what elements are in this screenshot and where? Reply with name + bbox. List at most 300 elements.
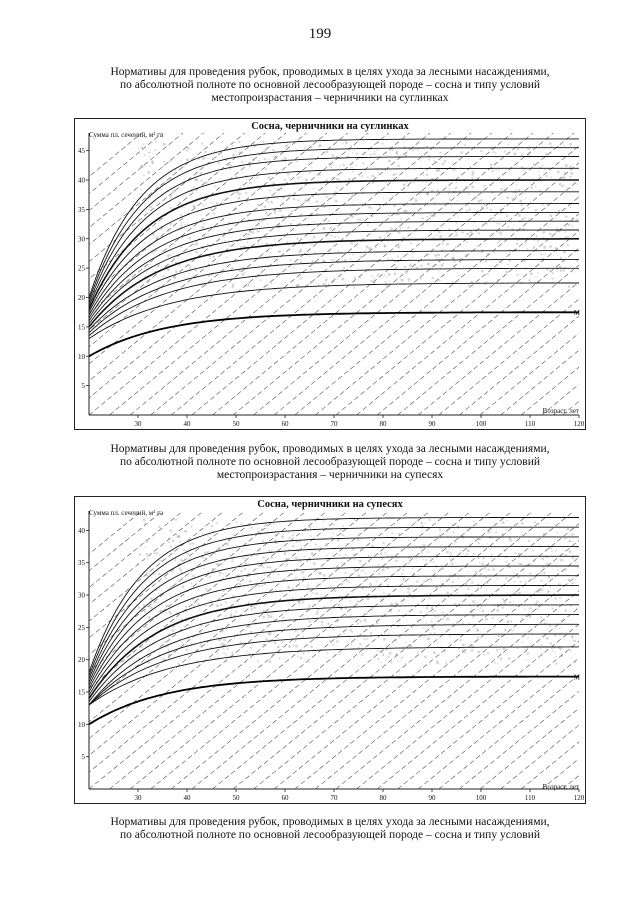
speckle [388, 237, 390, 239]
speckle [444, 650, 446, 652]
speckle [147, 558, 149, 560]
speckle [287, 143, 288, 144]
speckle [392, 196, 394, 198]
speckle [542, 567, 544, 569]
speckle [146, 553, 149, 556]
speckle [498, 260, 501, 263]
speckle [333, 605, 335, 607]
speckle [373, 282, 375, 284]
speckle [356, 152, 358, 154]
speckle [216, 559, 217, 560]
speckle [274, 239, 275, 240]
speckle [549, 233, 552, 236]
speckle [476, 628, 479, 631]
speckle [545, 153, 548, 156]
speckle [565, 215, 568, 218]
speckle [384, 633, 386, 635]
guide-line [398, 497, 585, 789]
speckle [499, 649, 500, 650]
speckle [402, 237, 404, 239]
speckle [569, 206, 571, 208]
speckle [229, 164, 232, 167]
speckle [185, 644, 187, 646]
speckle [481, 270, 484, 273]
speckle [361, 177, 362, 178]
speckle [563, 269, 565, 271]
speckle [421, 547, 423, 549]
speckle [565, 231, 567, 233]
speckle [401, 575, 402, 576]
speckle [382, 569, 385, 572]
speckle [307, 584, 309, 586]
speckle [205, 604, 207, 606]
speckle [399, 227, 401, 229]
speckle [231, 269, 232, 270]
speckle [309, 172, 311, 174]
speckle [202, 204, 204, 206]
speckle [456, 621, 459, 624]
speckle [385, 287, 387, 289]
speckle [237, 223, 239, 225]
speckle [378, 572, 380, 574]
speckle [210, 537, 212, 539]
guide-line [357, 119, 585, 415]
speckle [466, 630, 468, 632]
speckle [436, 661, 439, 664]
speckle [313, 239, 314, 240]
speckle [389, 280, 390, 281]
speckle [377, 275, 379, 277]
speckle [480, 573, 482, 575]
speckle [426, 146, 427, 147]
speckle [226, 543, 229, 546]
speckle [469, 234, 470, 235]
speckle [452, 581, 454, 583]
speckle [526, 248, 528, 250]
speckle [266, 238, 268, 240]
speckle [467, 550, 470, 553]
speckle [560, 648, 562, 650]
speckle [195, 179, 198, 182]
speckle [316, 613, 318, 615]
speckle [420, 611, 422, 613]
speckle [336, 178, 338, 180]
speckle [401, 573, 403, 575]
speckle [353, 554, 355, 556]
speckle [530, 254, 531, 255]
guide-line [501, 497, 585, 789]
speckle [304, 556, 306, 558]
speckle [515, 195, 517, 197]
speckle [313, 208, 314, 209]
speckle [395, 144, 396, 145]
speckle [408, 562, 410, 564]
speckle [290, 259, 292, 261]
speckle [260, 280, 262, 282]
speckle [538, 171, 539, 172]
speckle [146, 575, 148, 577]
speckle [489, 574, 490, 575]
speckle [522, 642, 524, 644]
speckle [148, 156, 150, 158]
speckle [464, 144, 466, 146]
speckle [447, 618, 450, 621]
speckle [342, 525, 344, 527]
speckle [292, 220, 294, 222]
speckle [317, 189, 318, 190]
speckle [281, 535, 284, 538]
speckle [329, 227, 332, 230]
speckle [332, 259, 334, 261]
speckle [216, 202, 219, 205]
speckle [505, 270, 508, 273]
speckle [199, 609, 201, 611]
speckle [267, 614, 270, 617]
speckle [526, 648, 528, 650]
speckle [169, 161, 171, 163]
speckle [267, 201, 269, 203]
speckle [233, 534, 235, 536]
speckle [549, 547, 552, 550]
speckle [325, 196, 327, 198]
speckle [546, 175, 548, 177]
speckle [316, 200, 319, 203]
speckle [144, 522, 146, 524]
speckle [250, 647, 252, 649]
speckle [415, 199, 418, 202]
speckle [475, 196, 478, 199]
speckle [409, 259, 410, 260]
speckle [555, 230, 557, 232]
speckle [426, 216, 427, 217]
speckle [257, 204, 260, 207]
speckle [241, 161, 243, 163]
speckle [181, 238, 182, 239]
growth-curve [89, 615, 579, 706]
speckle [200, 631, 202, 633]
speckle [332, 532, 334, 534]
speckle [495, 523, 497, 525]
speckle [395, 589, 397, 591]
speckle [429, 519, 431, 521]
speckle [454, 523, 456, 525]
speckle [537, 240, 539, 242]
guide-line [336, 119, 585, 415]
speckle [247, 241, 249, 243]
speckle [481, 206, 484, 209]
speckle [227, 229, 228, 230]
guide-line [75, 119, 193, 415]
speckle [335, 200, 338, 203]
speckle [462, 644, 465, 647]
speckle [270, 252, 271, 253]
speckle [363, 603, 364, 604]
speckle [569, 143, 572, 146]
speckle [356, 226, 357, 227]
speckle [460, 258, 461, 259]
speckle [423, 175, 424, 176]
speckle [564, 172, 566, 174]
speckle [336, 534, 338, 536]
speckle [266, 528, 268, 530]
speckle [306, 180, 308, 182]
speckle [200, 214, 201, 215]
speckle [193, 206, 196, 209]
speckle [217, 162, 219, 164]
speckle [549, 214, 552, 217]
speckle [348, 582, 349, 583]
speckle [434, 610, 436, 612]
speckle [347, 217, 349, 219]
speckle [185, 606, 187, 608]
speckle [272, 202, 273, 203]
speckle [518, 658, 519, 659]
speckle [492, 170, 494, 172]
speckle [376, 622, 379, 625]
speckle [270, 190, 271, 191]
speckle [473, 553, 475, 555]
speckle [262, 610, 265, 613]
speckle [498, 223, 500, 225]
speckle [501, 635, 503, 637]
speckle [477, 636, 479, 638]
speckle [172, 539, 175, 542]
speckle [141, 189, 142, 190]
speckle [257, 660, 259, 662]
speckle [246, 651, 248, 653]
speckle [144, 203, 146, 205]
speckle [308, 605, 310, 607]
speckle [455, 246, 457, 248]
speckle [357, 218, 359, 220]
speckle [570, 172, 573, 175]
speckle [350, 242, 353, 245]
speckle [522, 569, 524, 571]
speckle [445, 662, 447, 664]
y-tick-label: 10 [78, 352, 85, 361]
speckle [221, 630, 223, 632]
guide-line [75, 497, 316, 789]
speckle [466, 241, 468, 243]
speckle [205, 182, 207, 184]
speckle [295, 577, 297, 579]
speckle [236, 521, 238, 523]
speckle [395, 602, 398, 605]
speckle [273, 155, 276, 158]
speckle [439, 528, 441, 530]
speckle [492, 217, 494, 219]
speckle [352, 254, 354, 256]
speckle [351, 167, 352, 168]
speckle [246, 179, 247, 180]
speckle [370, 154, 372, 156]
speckle [467, 158, 469, 160]
speckle [272, 570, 274, 572]
speckle [398, 533, 401, 536]
speckle [438, 169, 441, 172]
speckle [349, 639, 350, 640]
speckle [258, 585, 260, 587]
speckle [412, 568, 413, 569]
speckle [261, 565, 263, 567]
speckle [342, 530, 344, 532]
speckle [388, 273, 391, 276]
speckle [245, 245, 247, 247]
speckle [369, 583, 372, 586]
speckle [383, 592, 384, 593]
speckle [192, 542, 195, 545]
speckle [432, 612, 433, 613]
speckle [526, 631, 528, 633]
speckle [350, 614, 351, 615]
speckle [416, 560, 417, 561]
speckle [521, 218, 524, 221]
speckle [475, 609, 476, 610]
speckle [573, 639, 576, 642]
speckle [217, 656, 219, 658]
speckle [274, 534, 277, 537]
speckle [181, 160, 182, 161]
speckle [355, 598, 356, 599]
guide-line [75, 497, 193, 789]
speckle [572, 582, 574, 584]
speckle [195, 269, 198, 272]
speckle [505, 222, 506, 223]
speckle [540, 588, 543, 591]
speckle [492, 568, 495, 571]
speckle [333, 143, 335, 145]
speckle [439, 280, 441, 282]
speckle [575, 561, 577, 563]
speckle [227, 164, 229, 166]
speckle [572, 541, 574, 543]
speckle [439, 235, 442, 238]
speckle [445, 530, 447, 532]
speckle [555, 663, 557, 665]
speckle [453, 531, 455, 533]
speckle [262, 141, 264, 143]
speckle [252, 586, 255, 589]
speckle [472, 600, 475, 603]
speckle [211, 202, 213, 204]
speckle [433, 571, 434, 572]
speckle [333, 278, 335, 280]
speckle [484, 567, 486, 569]
speckle [153, 552, 155, 554]
speckle [534, 209, 537, 212]
speckle [343, 164, 345, 166]
guide-line [501, 119, 585, 415]
speckle [543, 533, 545, 535]
chart-supesi [74, 496, 586, 804]
growth-curve [89, 148, 579, 301]
speckle [193, 605, 195, 607]
chart-suglinki [74, 118, 586, 430]
speckle [367, 598, 369, 600]
speckle [339, 166, 341, 168]
speckle [572, 586, 574, 588]
speckle [213, 256, 215, 258]
speckle [441, 583, 443, 585]
speckle [319, 144, 321, 146]
speckle [203, 223, 205, 225]
speckle [201, 645, 203, 647]
speckle [359, 643, 361, 645]
speckle [182, 586, 185, 589]
speckle [336, 187, 338, 189]
speckle [509, 602, 511, 604]
speckle [456, 182, 458, 184]
speckle [292, 597, 294, 599]
speckle [223, 573, 225, 575]
speckle [265, 638, 267, 640]
speckle [138, 251, 139, 252]
speckle [514, 152, 517, 155]
speckle [385, 631, 386, 632]
speckle [250, 631, 253, 634]
speckle [442, 243, 444, 245]
speckle [275, 602, 277, 604]
speckle [471, 177, 473, 179]
speckle [158, 573, 161, 576]
speckle [451, 563, 454, 566]
speckle [357, 539, 359, 541]
speckle [557, 271, 558, 272]
speckle [205, 147, 207, 149]
speckle [571, 533, 574, 536]
speckle [564, 538, 566, 540]
speckle [401, 657, 403, 659]
y-tick-label: 35 [78, 205, 85, 214]
speckle [527, 637, 528, 638]
speckle [530, 273, 532, 275]
speckle [511, 197, 513, 199]
speckle [539, 175, 540, 176]
speckle [405, 662, 407, 664]
speckle [243, 245, 245, 247]
speckle [551, 146, 553, 148]
x-tick-label: 70 [330, 794, 338, 802]
speckle [466, 553, 468, 555]
speckle [507, 226, 509, 228]
speckle [465, 186, 468, 189]
speckle [398, 610, 400, 612]
y-tick-label: 25 [78, 623, 85, 632]
speckle [290, 210, 292, 212]
speckle [266, 566, 268, 568]
speckle [353, 568, 356, 571]
speckle [493, 151, 495, 153]
speckle [572, 151, 574, 153]
speckle [244, 562, 247, 565]
speckle [330, 259, 332, 261]
speckle [203, 568, 205, 570]
speckle [191, 582, 193, 584]
speckle [327, 652, 329, 654]
speckle [419, 277, 421, 279]
page-number: 199 [308, 26, 332, 42]
speckle [313, 236, 316, 239]
speckle [294, 640, 296, 642]
speckle [449, 635, 451, 637]
x-tick-label: 50 [232, 420, 240, 428]
guide-line [336, 497, 585, 789]
speckle [468, 622, 470, 624]
speckle [169, 196, 171, 198]
speckle [304, 199, 307, 202]
speckle [327, 622, 330, 625]
growth-curve [89, 527, 579, 676]
